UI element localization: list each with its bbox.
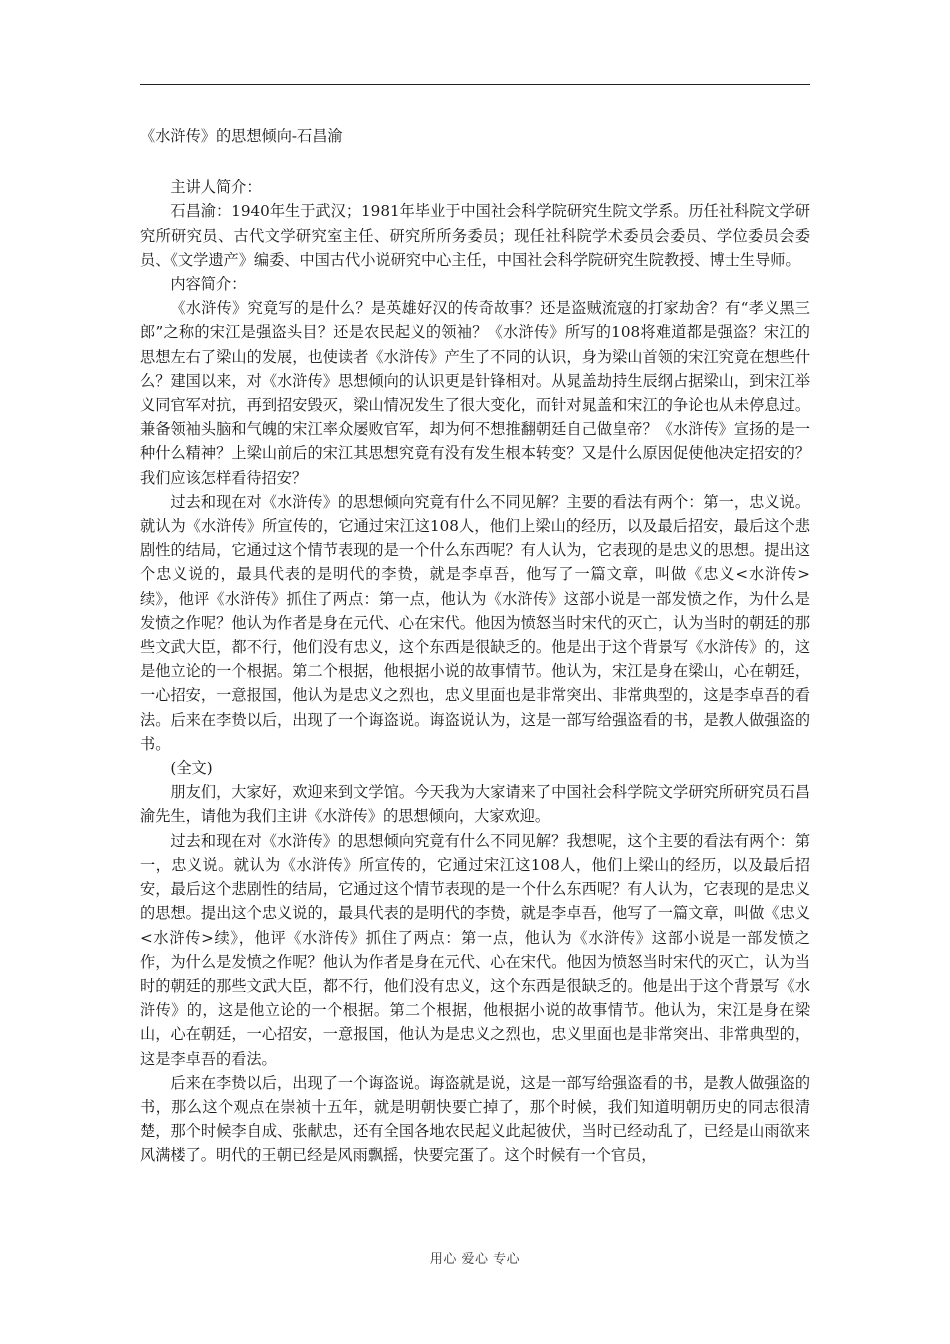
paragraph-content-intro-heading: 内容简介： [170,275,247,294]
page-footer: 用心 爱心 专心 [429,1252,521,1267]
paragraph-full-text-label: (全文) [170,759,213,778]
paragraph-views-summary: 过去和现在对《水浒传》的思想倾向究竟有什么不同见解？主要的看法有两个：第一，忠义说。就认为《水浒传》所宣传的，它通过宋江这108人，他们上梁山的经历，以及最后招安，最后这个悲剧性的结局，它通过这个情节表现的是一个什么东西呢？有人认为，它表现的是忠义的思想。提出这个忠义说的，最具代表的是明代的李贽，就是李卓吾，他写了一篇文章，叫做《忠义<水浒传>续》，他评《水浒传》抓住了两点：第一点，他认为《水浒传》这部小说是一部发愤之作，为什么是发愤之作呢？他认为作者是身在元代、心在宋代。他因为愤怒当时宋代的灭亡，认为当时的朝廷的那些文武大臣，都不行，他们没有忠义，这个东西是很缺乏的。他是出于这个背景写《水浒传》的，这是他立论的一个根据。第二个根据，他根据小说的故事情节。他认为，宋江是身在梁山，心在朝廷，一心招安，一意报国，他认为是忠义之烈也，忠义里面也是非常突出、非常典型的，这是李卓吾的看法。后来在李贽以后，出现了一个诲盗说。诲盗说认为，这是一部写给强盗看的书，是教人做强盗的书。 [140,492,810,753]
paragraph-speaker-intro-heading: 主讲人简介： [170,178,262,197]
paragraph-content-summary: 《水浒传》究竟写的是什么？是英雄好汉的传奇故事？还是盗贼流寇的打家劫舍？有“孝义黑三郎”之称的宋江是强盗头目？还是农民起义的领袖？《水浒传》所写的108将难道都是强盗？宋江的思想左右了梁山的发展，也使读者《水浒传》产生了不同的认识，身为梁山首领的宋江究竟在想些什么？建国以来，对《水浒传》思想倾向的认识更是针锋相对。从晁盖劫持生辰纲占据梁山，到宋江举义同官军对抗，再到招安毁灭，梁山情况发生了很大变化，而针对晁盖和宋江的争论也从未停息过。兼备领袖头脑和气魄的宋江率众屡败官军，却为何不想推翻朝廷自己做皇帝？《水浒传》宣扬的是一种什么精神？上梁山前后的宋江其思想究竟有没有发生根本转变？又是什么原因促使他决定招安的？我们应该怎样看待招安？ [140,299,810,487]
header-rule [140,84,810,85]
paragraph-welcome: 朋友们，大家好，欢迎来到文学馆。今天我为大家请来了中国社会科学院文学研究所研究员石昌渝先生，请他为我们主讲《水浒传》的思想倾向，大家欢迎。 [140,783,810,826]
document-title: 《水浒传》的思想倾向-石昌渝 [140,127,343,145]
paragraph-speaker-bio: 石昌渝：1940年生于武汉；1981年毕业于中国社会科学院研究生院文学系。历任社科院文学研究所研究员、古代文学研究室主任、研究所所务委员；现任社科院学术委员会委员、学位委员会委员、《文学遗产》编委、中国古代小说研究中心主任，中国社会科学院研究生院教授、博士生导师。 [140,202,810,269]
paragraph-loyalty-theory: 过去和现在对《水浒传》的思想倾向究竟有什么不同见解？我想呢，这个主要的看法有两个：第一，忠义说。就认为《水浒传》所宣传的，它通过宋江这108人，他们上梁山的经历，以及最后招安，最后这个悲剧性的结局，它通过这个情节表现的是一个什么东西呢？有人认为，它表现的是忠义的思想。提出这个忠义说的，最具代表的是明代的李贽，就是李卓吾，他写了一篇文章，叫做《忠义<水浒传>续》，他评《水浒传》抓住了两点：第一点，他认为《水浒传》这部小说是一部发愤之作，为什么是发愤之作呢？他认为作者是身在元代、心在宋代。他因为愤怒当时宋代的灭亡，认为当时的朝廷的那些文武大臣，都不行，他们没有忠义，这个东西是很缺乏的。他是出于这个背景写《水浒传》的，这是他立论的一个根据。第二个根据，他根据小说的故事情节。他认为，宋江是身在梁山，心在朝廷，一心招安，一意报国，他认为是忠义之烈也，忠义里面也是非常突出、非常典型的，这是李卓吾的看法。 [140,831,810,1068]
document-body [140,124,810,1168]
paragraph-banditry-theory: 后来在李贽以后，出现了一个诲盗说。诲盗就是说，这是一部写给强盗看的书，是教人做强盗的书，那么这个观点在崇祯十五年，就是明朝快要亡掉了，那个时候，我们知道明朝历史的同志很清楚，那个时候李自成、张献忠，还有全国各地农民起义此起彼伏，当时已经动乱了，已经是山雨欲来风满楼了。明代的王朝已经是风雨飘摇，快要完蛋了。这个时候有一个官员， [140,1073,810,1165]
